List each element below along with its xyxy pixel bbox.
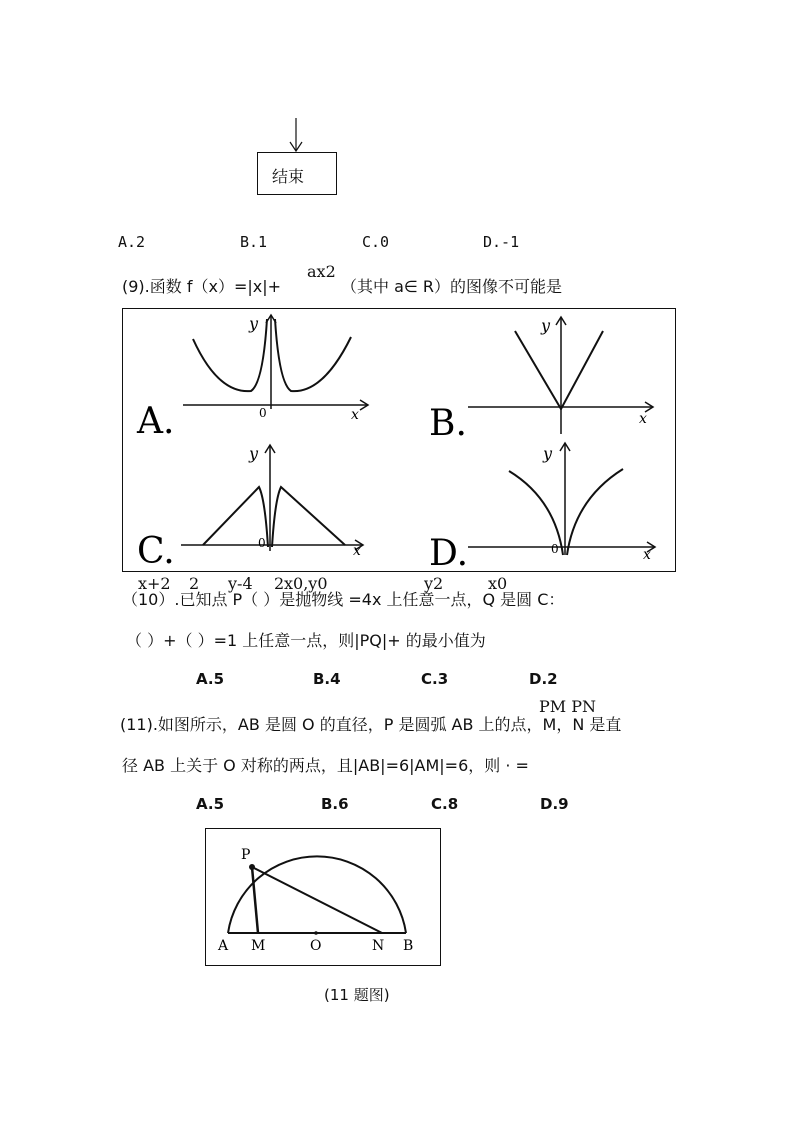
q10-line2: （ ）+（ ）=1 上任意一点，则|PQ|+ 的最小值为 — [126, 631, 486, 650]
graph-c-label: C. — [137, 531, 175, 571]
q11-option-d: D.9 — [540, 795, 569, 813]
q11-label-b: B — [403, 938, 414, 954]
q9-prefix: (9).函数 f（x）=|x|+ — [122, 277, 282, 296]
q10-frag-x2: x+2 — [138, 574, 171, 593]
q9-suffix: （其中 a∈ R）的图像不可能是 — [341, 277, 563, 296]
q11-label-a: A — [218, 938, 229, 954]
graph-c-x-label: x — [353, 543, 361, 559]
graph-c-origin: 0 — [258, 536, 266, 550]
graph-d-label: D. — [429, 533, 469, 571]
q10-frag-x0y0: x0,y0 — [284, 574, 328, 593]
graph-c — [181, 445, 363, 551]
q11-line2: 径 AB 上关于 O 对称的两点，且|AB|=6|AM|=6，则 · = — [122, 756, 529, 775]
flowchart-end-label: 结束 — [272, 167, 305, 186]
graph-a-origin: 0 — [259, 406, 267, 420]
graph-d — [468, 443, 655, 555]
graph-a — [183, 315, 368, 410]
q10-option-d: D.2 — [529, 670, 558, 688]
q11-figure — [205, 828, 441, 966]
q9-superscript: ax2 — [307, 262, 336, 281]
q8-option-c: C.0 — [362, 233, 390, 251]
q11-line1: (11).如图所示，AB 是圆 O 的直径，P 是圆弧 AB 上的点，M，N 是直 — [120, 715, 622, 734]
q11-caption: (11 题图) — [324, 986, 390, 1004]
graph-a-x-label: x — [351, 407, 359, 423]
q9-graphs-svg — [123, 309, 675, 571]
graph-d-origin: 0 — [551, 542, 559, 556]
q10-frag-y2: y2 — [424, 574, 444, 593]
q11-superscript: PM PN — [539, 697, 596, 716]
graph-d-x-label: x — [643, 547, 651, 563]
q10-option-a: A.5 — [196, 670, 225, 688]
q11-label-n: N — [372, 938, 385, 954]
graph-b-y-label: y — [541, 316, 551, 335]
graph-c-y-label: y — [249, 444, 259, 463]
q8-option-a: A.2 — [118, 233, 146, 251]
q11-label-p: P — [241, 847, 251, 863]
q8-option-b: B.1 — [240, 233, 268, 251]
q8-option-d: D.-1 — [483, 233, 520, 251]
q11-option-a: A.5 — [196, 795, 225, 813]
flowchart-end-box — [257, 152, 337, 195]
graph-a-label: A. — [137, 401, 175, 442]
q10-option-b: B.4 — [313, 670, 341, 688]
graph-b — [468, 317, 653, 434]
graph-d-y-label: y — [543, 444, 553, 463]
graph-a-y-label: y — [249, 314, 259, 333]
q11-label-o: O — [310, 938, 322, 954]
graph-b-x-label: x — [639, 411, 647, 427]
q10-frag-2b: 2 — [274, 574, 285, 593]
q10-frag-x0: x0 — [488, 574, 508, 593]
q11-label-m: M — [251, 938, 266, 954]
q11-option-b: B.6 — [321, 795, 349, 813]
q10-line1: （10）.已知点 P（ ）是抛物线 =4x 上任意一点，Q 是圆 C： — [122, 590, 565, 609]
graph-b-label: B. — [429, 403, 467, 444]
q10-option-c: C.3 — [421, 670, 449, 688]
q10-frag-y4: y-4 — [228, 574, 253, 593]
q10-frag-2a: 2 — [189, 574, 200, 593]
q11-option-c: C.8 — [431, 795, 459, 813]
q9-graph-panels — [122, 308, 676, 572]
q11-figure-svg — [206, 829, 440, 965]
flowchart-arrow — [286, 118, 306, 154]
